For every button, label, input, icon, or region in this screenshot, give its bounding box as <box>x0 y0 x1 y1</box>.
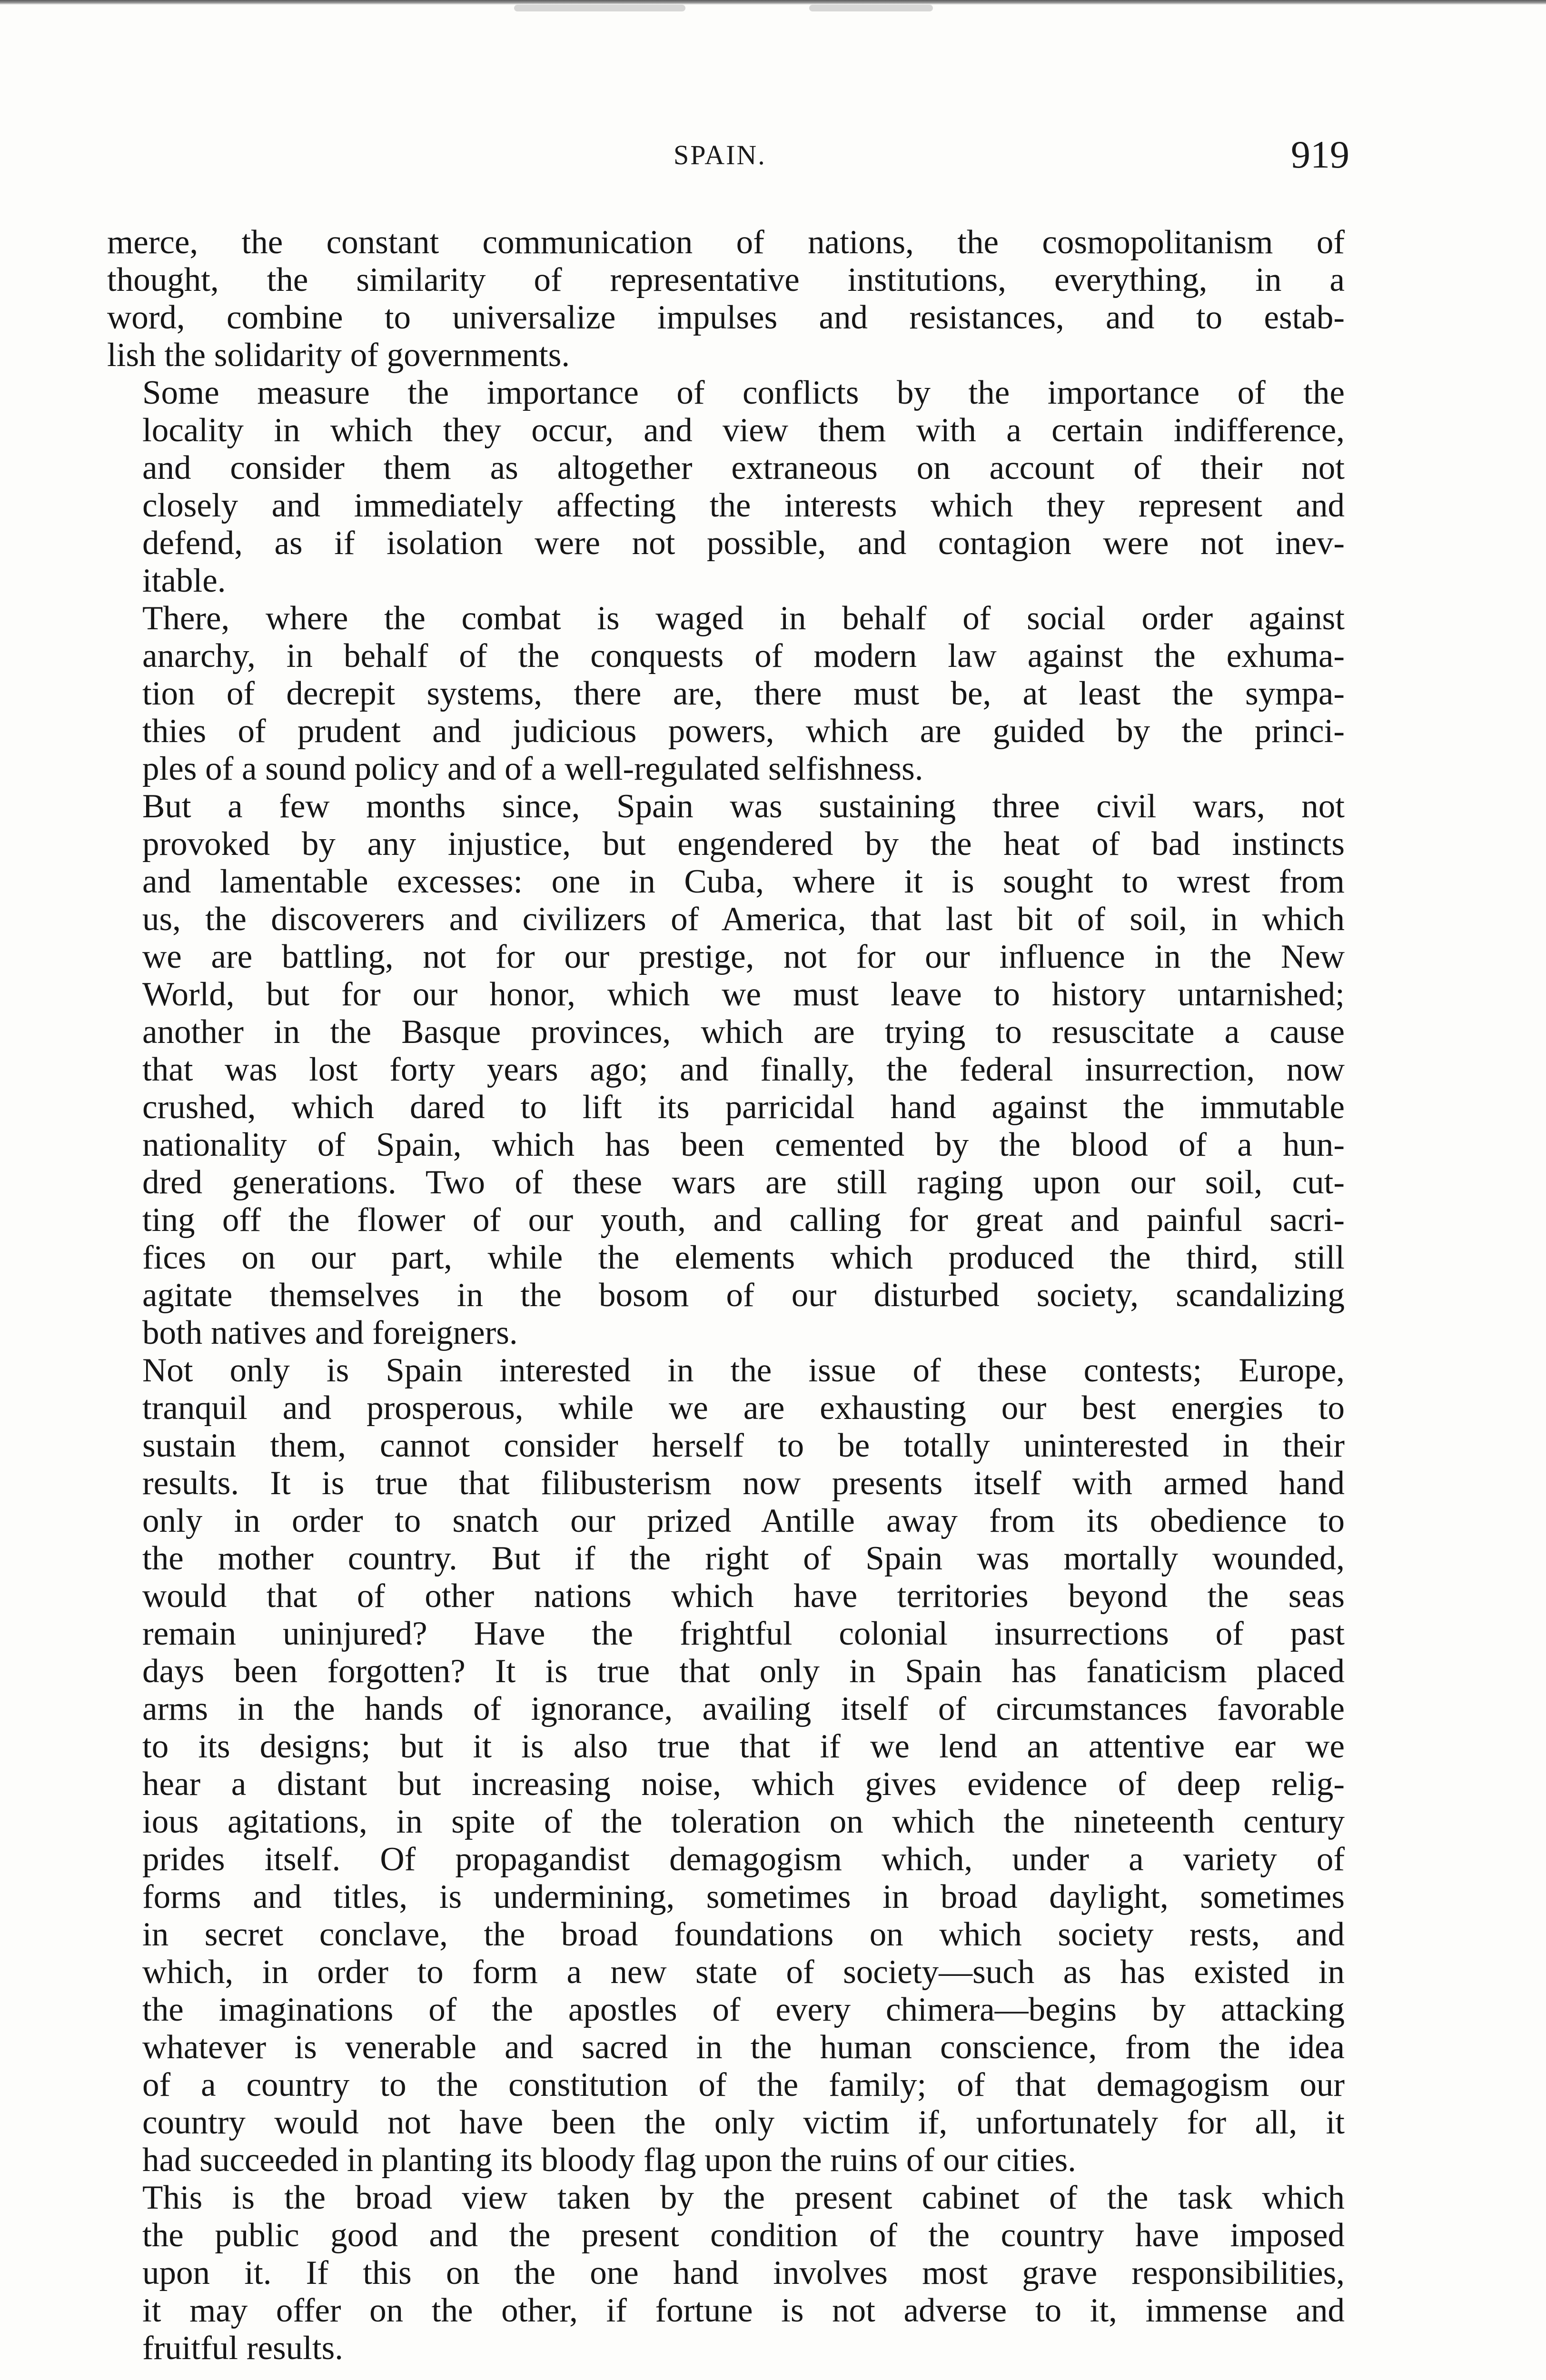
text-line: upon it. If this on the one hand involves most grave responsibilities, <box>142 2254 1345 2291</box>
text-line: in secret conclave, the broad foundations on which society rests, and <box>142 1916 1345 1953</box>
text-line: that was lost forty years ago; and finally, the federal insurrection, now <box>142 1051 1345 1088</box>
text-line: nationality of Spain, which has been cemented by the blood of a hun- <box>142 1126 1345 1163</box>
scan-smudge <box>809 5 933 11</box>
text-line: lish the solidarity of governments. <box>107 337 570 374</box>
text-line: fruitful results. <box>142 2330 343 2367</box>
text-line: had succeeded in planting its bloody flag upon the ruins of our cities. <box>142 2142 1076 2179</box>
text-line: only in order to snatch our prized Antille away from its obedience to <box>142 1502 1345 1539</box>
running-head: SPAIN. <box>674 139 766 170</box>
text-line: tranquil and prosperous, while we are exhausting our best energies to <box>142 1389 1345 1427</box>
paragraph <box>107 224 1345 374</box>
text-line: Not only is Spain interested in the issue of these contests; Europe, <box>142 1352 1345 1389</box>
scan-smudge <box>514 5 685 11</box>
text-line: fices on our part, while the elements which produced the third, still <box>142 1239 1345 1276</box>
text-line: we are battling, not for our prestige, not for our influence in the New <box>142 938 1345 975</box>
page-top-edge <box>0 0 1546 5</box>
text-line: crushed, which dared to lift its parricidal hand against the immutable <box>142 1089 1345 1126</box>
text-line: thought, the similarity of representative institutions, everything, in a <box>107 261 1345 298</box>
paragraph <box>107 600 1345 788</box>
paragraph <box>107 2179 1345 2367</box>
text-line: ious agitations, in spite of the toleration on which the nineteenth century <box>142 1803 1345 1840</box>
text-line: results. It is true that filibusterism now presents itself with armed hand <box>142 1465 1345 1502</box>
text-line: the mother country. But if the right of Spain was mortally wounded, <box>142 1540 1345 1577</box>
text-line: word, combine to universalize impulses and resistances, and to estab- <box>107 299 1345 336</box>
text-line: arms in the hands of ignorance, availing itself of circumstances favorable <box>142 1690 1345 1727</box>
text-line: hear a distant but increasing noise, which gives evidence of deep relig- <box>142 1765 1345 1803</box>
text-line: prides itself. Of propagandist demagogism which, under a variety of <box>142 1841 1345 1878</box>
text-line: sustain them, cannot consider herself to be totally uninterested in their <box>142 1427 1345 1464</box>
text-line: both natives and foreigners. <box>142 1314 518 1351</box>
text-line: ples of a sound policy and of a well-regulated selfishness. <box>142 750 923 787</box>
body-text <box>107 224 1345 2367</box>
text-line: closely and immediately affecting the interests which they represent and <box>142 487 1345 524</box>
paragraph <box>107 1352 1345 2179</box>
text-line: and consider them as altogether extraneous on account of their not <box>142 449 1345 486</box>
text-line: and lamentable excesses: one in Cuba, where it is sought to wrest from <box>142 863 1345 900</box>
text-line: it may offer on the other, if fortune is not adverse to it, immense and <box>142 2292 1345 2329</box>
text-line: itable. <box>142 562 226 599</box>
text-line: dred generations. Two of these wars are still raging upon our soil, cut- <box>142 1164 1345 1201</box>
text-line: locality in which they occur, and view them with a certain indifference, <box>142 412 1345 449</box>
text-line: tion of decrepit systems, there are, there must be, at least the sympa- <box>142 675 1345 712</box>
text-line: This is the broad view taken by the present cabinet of the task which <box>142 2179 1345 2216</box>
text-line: the imaginations of the apostles of every chimera—begins by attacking <box>142 1991 1345 2028</box>
text-line: Some measure the importance of conflicts by the importance of the <box>142 374 1345 411</box>
text-line: agitate themselves in the bosom of our disturbed society, scandalizing <box>142 1277 1345 1314</box>
text-line: But a few months since, Spain was sustaining three civil wars, not <box>142 788 1345 825</box>
text-line: country would not have been the only victim if, unfortunately for all, it <box>142 2104 1345 2141</box>
text-line: forms and titles, is undermining, sometimes in broad daylight, sometimes <box>142 1878 1345 1915</box>
text-line: would that of other nations which have territories beyond the seas <box>142 1577 1345 1615</box>
text-line: anarchy, in behalf of the conquests of modern law against the exhuma- <box>142 637 1345 674</box>
text-line: to its designs; but it is also true that if we lend an attentive ear we <box>142 1728 1345 1765</box>
text-line: which, in order to form a new state of society—such as has existed in <box>142 1954 1345 1991</box>
text-line: another in the Basque provinces, which are trying to resuscitate a cause <box>142 1013 1345 1051</box>
paragraph <box>107 374 1345 600</box>
text-line: days been forgotten? It is true that only in Spain has fanaticism placed <box>142 1653 1345 1690</box>
text-line: defend, as if isolation were not possible, and contagion were not inev- <box>142 525 1345 562</box>
text-line: World, but for our honor, which we must leave to history untarnished; <box>142 976 1345 1013</box>
text-line: remain uninjured? Have the frightful colonial insurrections of past <box>142 1615 1345 1652</box>
text-line: of a country to the constitution of the family; of that demagogism our <box>142 2066 1345 2103</box>
text-line: whatever is venerable and sacred in the human conscience, from the idea <box>142 2029 1345 2066</box>
text-line: ting off the flower of our youth, and calling for great and painful sacri- <box>142 1201 1345 1239</box>
text-line: merce, the constant communication of nations, the cosmopolitanism of <box>107 224 1345 261</box>
page-number: 919 <box>1291 133 1349 176</box>
text-line: There, where the combat is waged in behalf of social order against <box>142 600 1345 637</box>
text-line: us, the discoverers and civilizers of America, that last bit of soil, in which <box>142 901 1345 938</box>
text-line: provoked by any injustice, but engendered by the heat of bad instincts <box>142 825 1345 863</box>
text-line: the public good and the present condition of the country have imposed <box>142 2217 1345 2254</box>
paragraph <box>107 788 1345 1352</box>
text-line: thies of prudent and judicious powers, which are guided by the princi- <box>142 713 1345 750</box>
